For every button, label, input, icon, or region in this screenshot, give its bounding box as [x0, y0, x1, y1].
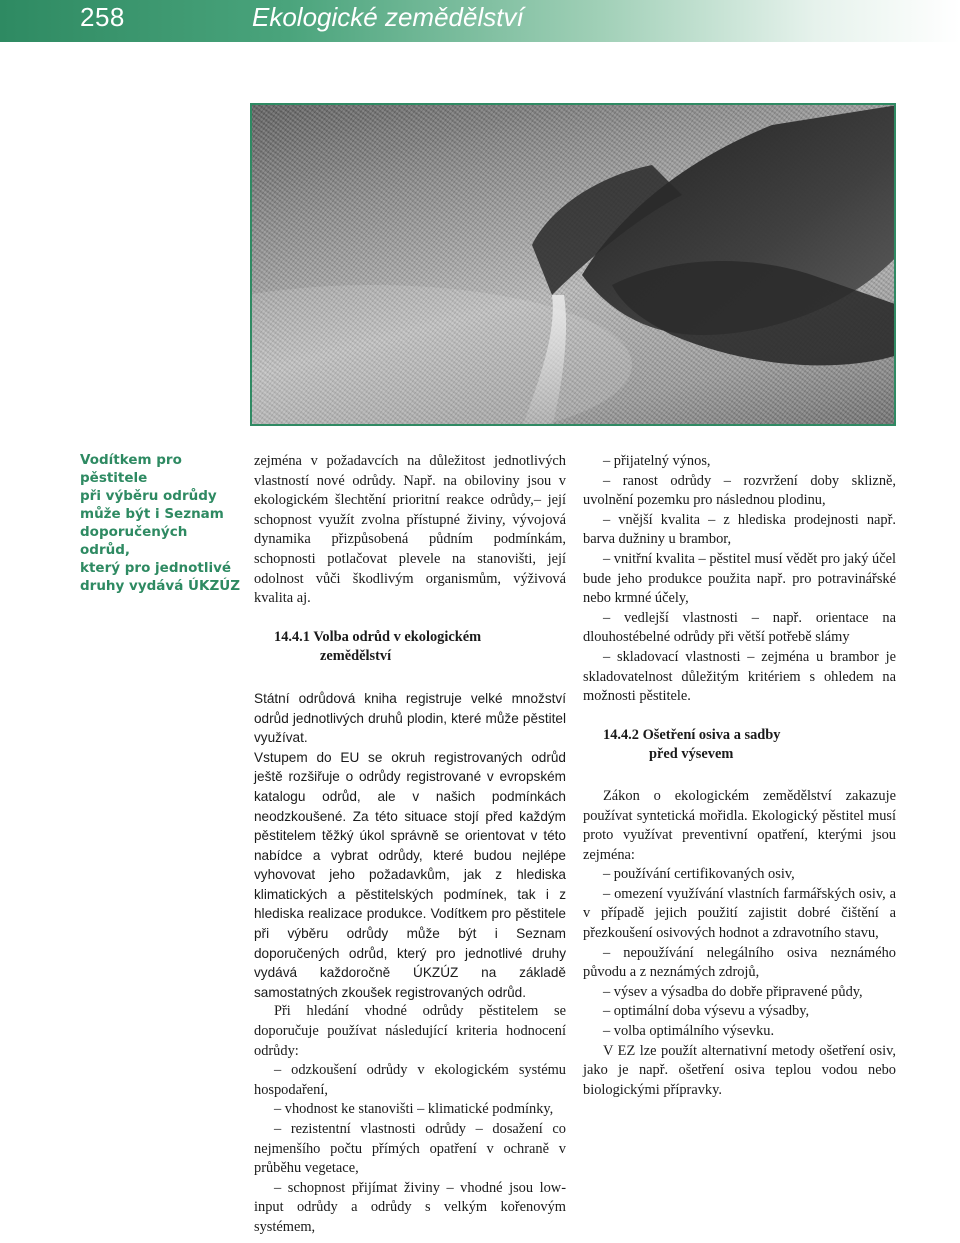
list-item: – rezistentní vlastnosti odrůdy – dosažení co nejmenšího počtu přímých opatření v ochraně v průběhu vegetace, — [254, 1121, 566, 1177]
section-heading-14-4-1 — [254, 628, 566, 667]
list-item: – vnější kvalita – z hlediska prodejnosti např. barva dužniny u brambor, — [583, 511, 896, 548]
paragraph: Státní odrůdová kniha registruje velké množství odrůd jednotlivých druhů plodin, které může pěstitel využívat. — [254, 690, 566, 746]
photo-illustration — [252, 105, 896, 426]
list-item: – vnitřní kvalita – pěstitel musí vědět pro jaký účel bude jeho produkce použita např. pro potravinářské nebo krmné účely, — [583, 550, 896, 607]
paragraph: Při hledání vhodné odrůdy pěstitelem se doporučuje používat následující kriteria hodnocení odrůdy: — [254, 1003, 566, 1059]
list-item: – výsev a výsadba do dobře připravené půdy, — [603, 983, 863, 1000]
heading-line: 14.4.2 Ošetření osiva a sadby — [603, 726, 781, 743]
heading-line: 14.4.1 Volba odrůd v ekologickém — [274, 628, 482, 645]
heading-line: zemědělství — [320, 648, 392, 665]
list-item: – skladovací vlastnosti – zejména u brambor je skladovatelnost důležitým kritériem s ohledem na možnosti pěstitele. — [583, 648, 896, 705]
hands-pouring-seeds-photo — [250, 103, 896, 426]
page-header-band — [0, 0, 960, 42]
list-item: – používání certifikovaných osiv, — [603, 866, 795, 883]
list-item: – nepoužívání nelegálního osiva neznámého původu a z neznámých zdrojů, — [583, 944, 896, 981]
list-item: – přijatelný výnos, — [603, 453, 711, 469]
column-right — [583, 452, 896, 1100]
list-item: – odzkoušení odrůdy v ekologickém systému hospodaření, — [254, 1062, 566, 1098]
list-item: – omezení využívání vlastních farmářských osiv, a v případě jejich použití zajistit dobré čištění a přezkoušení osivových hodnot a zdravotního stavu, — [583, 885, 896, 942]
list-item: – ranost odrůdy – rozvržení doby sklizně, uvolnění pozemku pro následnou plodinu, — [583, 472, 896, 509]
column-left — [254, 452, 566, 1238]
section-heading-14-4-2 — [583, 726, 896, 765]
paragraph: V EZ lze použít alternativní metody ošetření osiv, jako je např. ošetření osiva teplou vodou nebo biologickými přípravky. — [583, 1042, 896, 1098]
list-item: – optimální doba výsevu a výsadby, — [603, 1003, 810, 1020]
list-item: – volba optimálního výsevku. — [603, 1023, 775, 1040]
paragraph: Vstupem do EU se okruh registrovaných odrůd ještě rozšiřuje o odrůdy registrované v evropském katalogu odrůd, ale v našich podmínkách neodzkoušené. Za této situace stojí před každým pěstitelem těžký úkol správně se orientovat v této nabídce a vybrat odrůdy, které budou nejlépe vyhovovat jeho požadavkům, jak z hlediska klimatických a pěstitelských podmínek, tak i z hlediska realizace produkce. Vodítkem pro pěstitele při výběru odrůdy může být i Seznam doporučených odrůd, který pro jednotlivé druhy vydává každoročně ÚKZÚZ na základě samostatných zkoušek registrovaných odrůd. — [254, 749, 566, 1000]
list-item: – schopnost přijímat živiny – vhodné jsou low-input odrůdy a odrůdy s velkým kořenovým systémem, — [254, 1179, 566, 1235]
page-number: 258 — [80, 2, 125, 32]
list-item: – vhodnost ke stanovišti – klimatické podmínky, — [274, 1101, 554, 1118]
heading-line: před výsevem — [649, 746, 734, 763]
paragraph: zejména v požadavcích na důležitost jednotlivých vlastností nové odrůdy. Např. na obiloviny jsou v ekologickém šlechtění prioritní reakce odrůdy,– její schopnost využít zvolna přístupné živiny, vývojová dynamika přizpůsobená půdním podmínkám, schopnosti potlačovat plevele na stanovišti, její odolnost vůči škodlivým organismům, výživová kvalita aj. — [254, 453, 566, 607]
paragraph: Zákon o ekologickém zemědělství zakazuje používat syntetická mořidla. Ekologický pěstitel musí proto využívat preventivní opatření, kterými jsou zejména: — [583, 787, 896, 863]
sidenote-quote: Vodítkem pro pěstitele při výběru odrůdy může být i Seznam doporučených odrůd, který pro jednotlivé druhy vydává ÚKZÚZ — [80, 452, 240, 594]
book-title: Ekologické zemědělství — [252, 2, 524, 32]
list-item: – vedlejší vlastnosti – např. orientace na dlouhostébelné odrůdy při větší potřebě slámy — [583, 609, 896, 646]
